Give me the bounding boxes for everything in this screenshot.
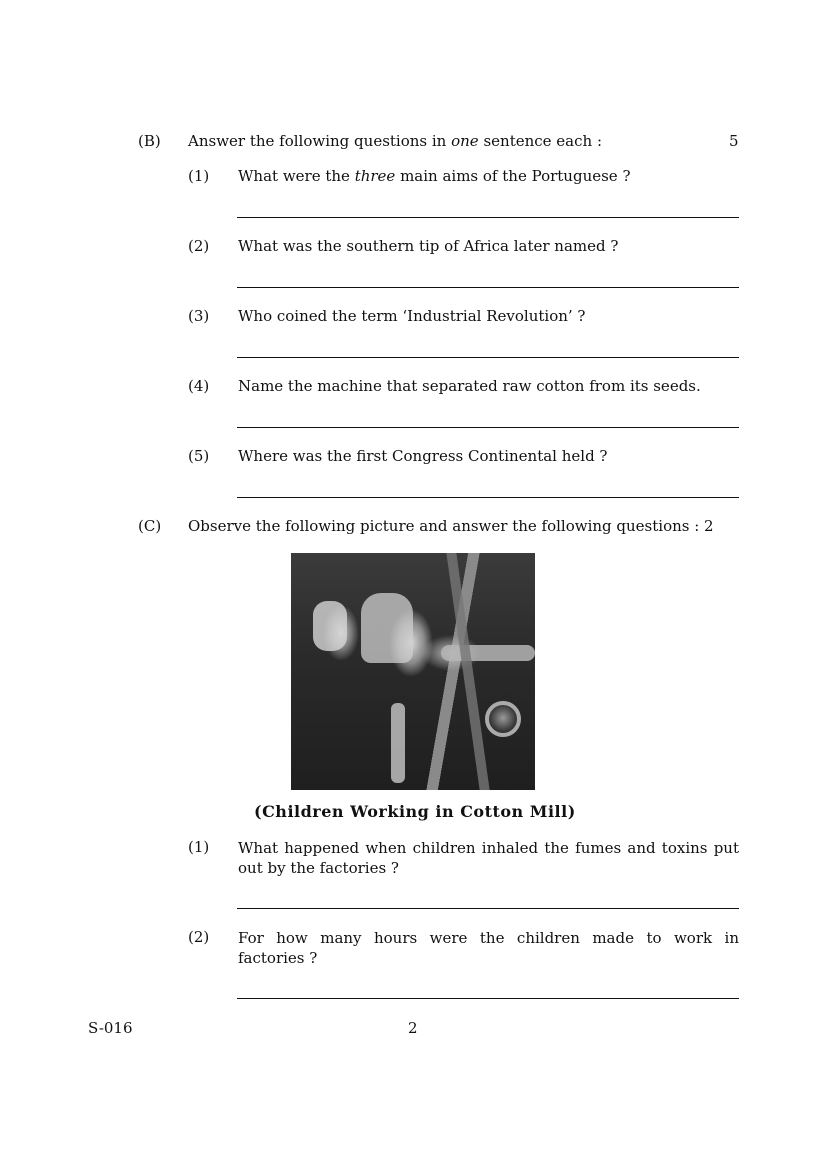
answer-line[interactable] <box>237 497 739 498</box>
question-number: (4) <box>188 377 210 395</box>
cotton-mill-photo <box>291 553 535 790</box>
question-number: (5) <box>188 447 210 465</box>
answer-line[interactable] <box>237 998 739 999</box>
section-b-label: (B) <box>138 132 161 150</box>
instruction-text: Answer the following questions in <box>188 132 452 150</box>
photo-machine-wheel <box>485 701 521 737</box>
question-text <box>238 167 631 185</box>
question-text-line: For how many hours were the children made to work in <box>238 929 739 947</box>
question-text: Where was the first Congress Continental held ? <box>238 447 608 465</box>
question-text-line: factories ? <box>238 949 318 967</box>
paper-code: S-016 <box>88 1019 133 1037</box>
answer-line[interactable] <box>237 357 739 358</box>
question-number: (3) <box>188 307 210 325</box>
section-b-marks: 5 <box>729 132 739 150</box>
question-text-part: main aims of the Portuguese ? <box>395 167 631 185</box>
photo-figure-child-center <box>361 593 413 663</box>
question-text: What was the southern tip of Africa later named ? <box>238 237 619 255</box>
answer-line[interactable] <box>237 217 739 218</box>
question-text: Name the machine that separated raw cotton from its seeds. <box>238 377 701 395</box>
question-text: Who coined the term ‘Industrial Revolution’ ? <box>238 307 586 325</box>
photo-machine-roller <box>441 645 535 661</box>
answer-line[interactable] <box>237 908 739 909</box>
instruction-text: sentence each : <box>478 132 603 150</box>
question-number: (1) <box>188 167 210 185</box>
question-text <box>238 838 739 878</box>
question-emphasis: three <box>354 167 396 185</box>
question-number: (2) <box>188 237 210 255</box>
section-b-instruction <box>188 132 602 150</box>
answer-line[interactable] <box>237 427 739 428</box>
question-number: (1) <box>188 838 210 856</box>
page-number: 2 <box>408 1019 418 1037</box>
section-c-instruction: Observe the following picture and answer the following questions : 2 <box>188 517 714 535</box>
question-text <box>238 928 739 968</box>
photo-figure-child-left <box>313 601 347 651</box>
answer-line[interactable] <box>237 287 739 288</box>
question-text-line: What happened when children inhaled the fumes and toxins put <box>238 839 739 857</box>
question-text-part: What were the <box>238 167 355 185</box>
instruction-emphasis: one <box>451 132 479 150</box>
photo-caption: (Children Working in Cotton Mill) <box>254 802 576 821</box>
photo-machine-belt <box>446 553 489 790</box>
question-number: (2) <box>188 928 210 946</box>
section-c-label: (C) <box>138 517 162 535</box>
photo-figure-leg <box>391 703 405 783</box>
question-text-line: out by the factories ? <box>238 859 399 877</box>
